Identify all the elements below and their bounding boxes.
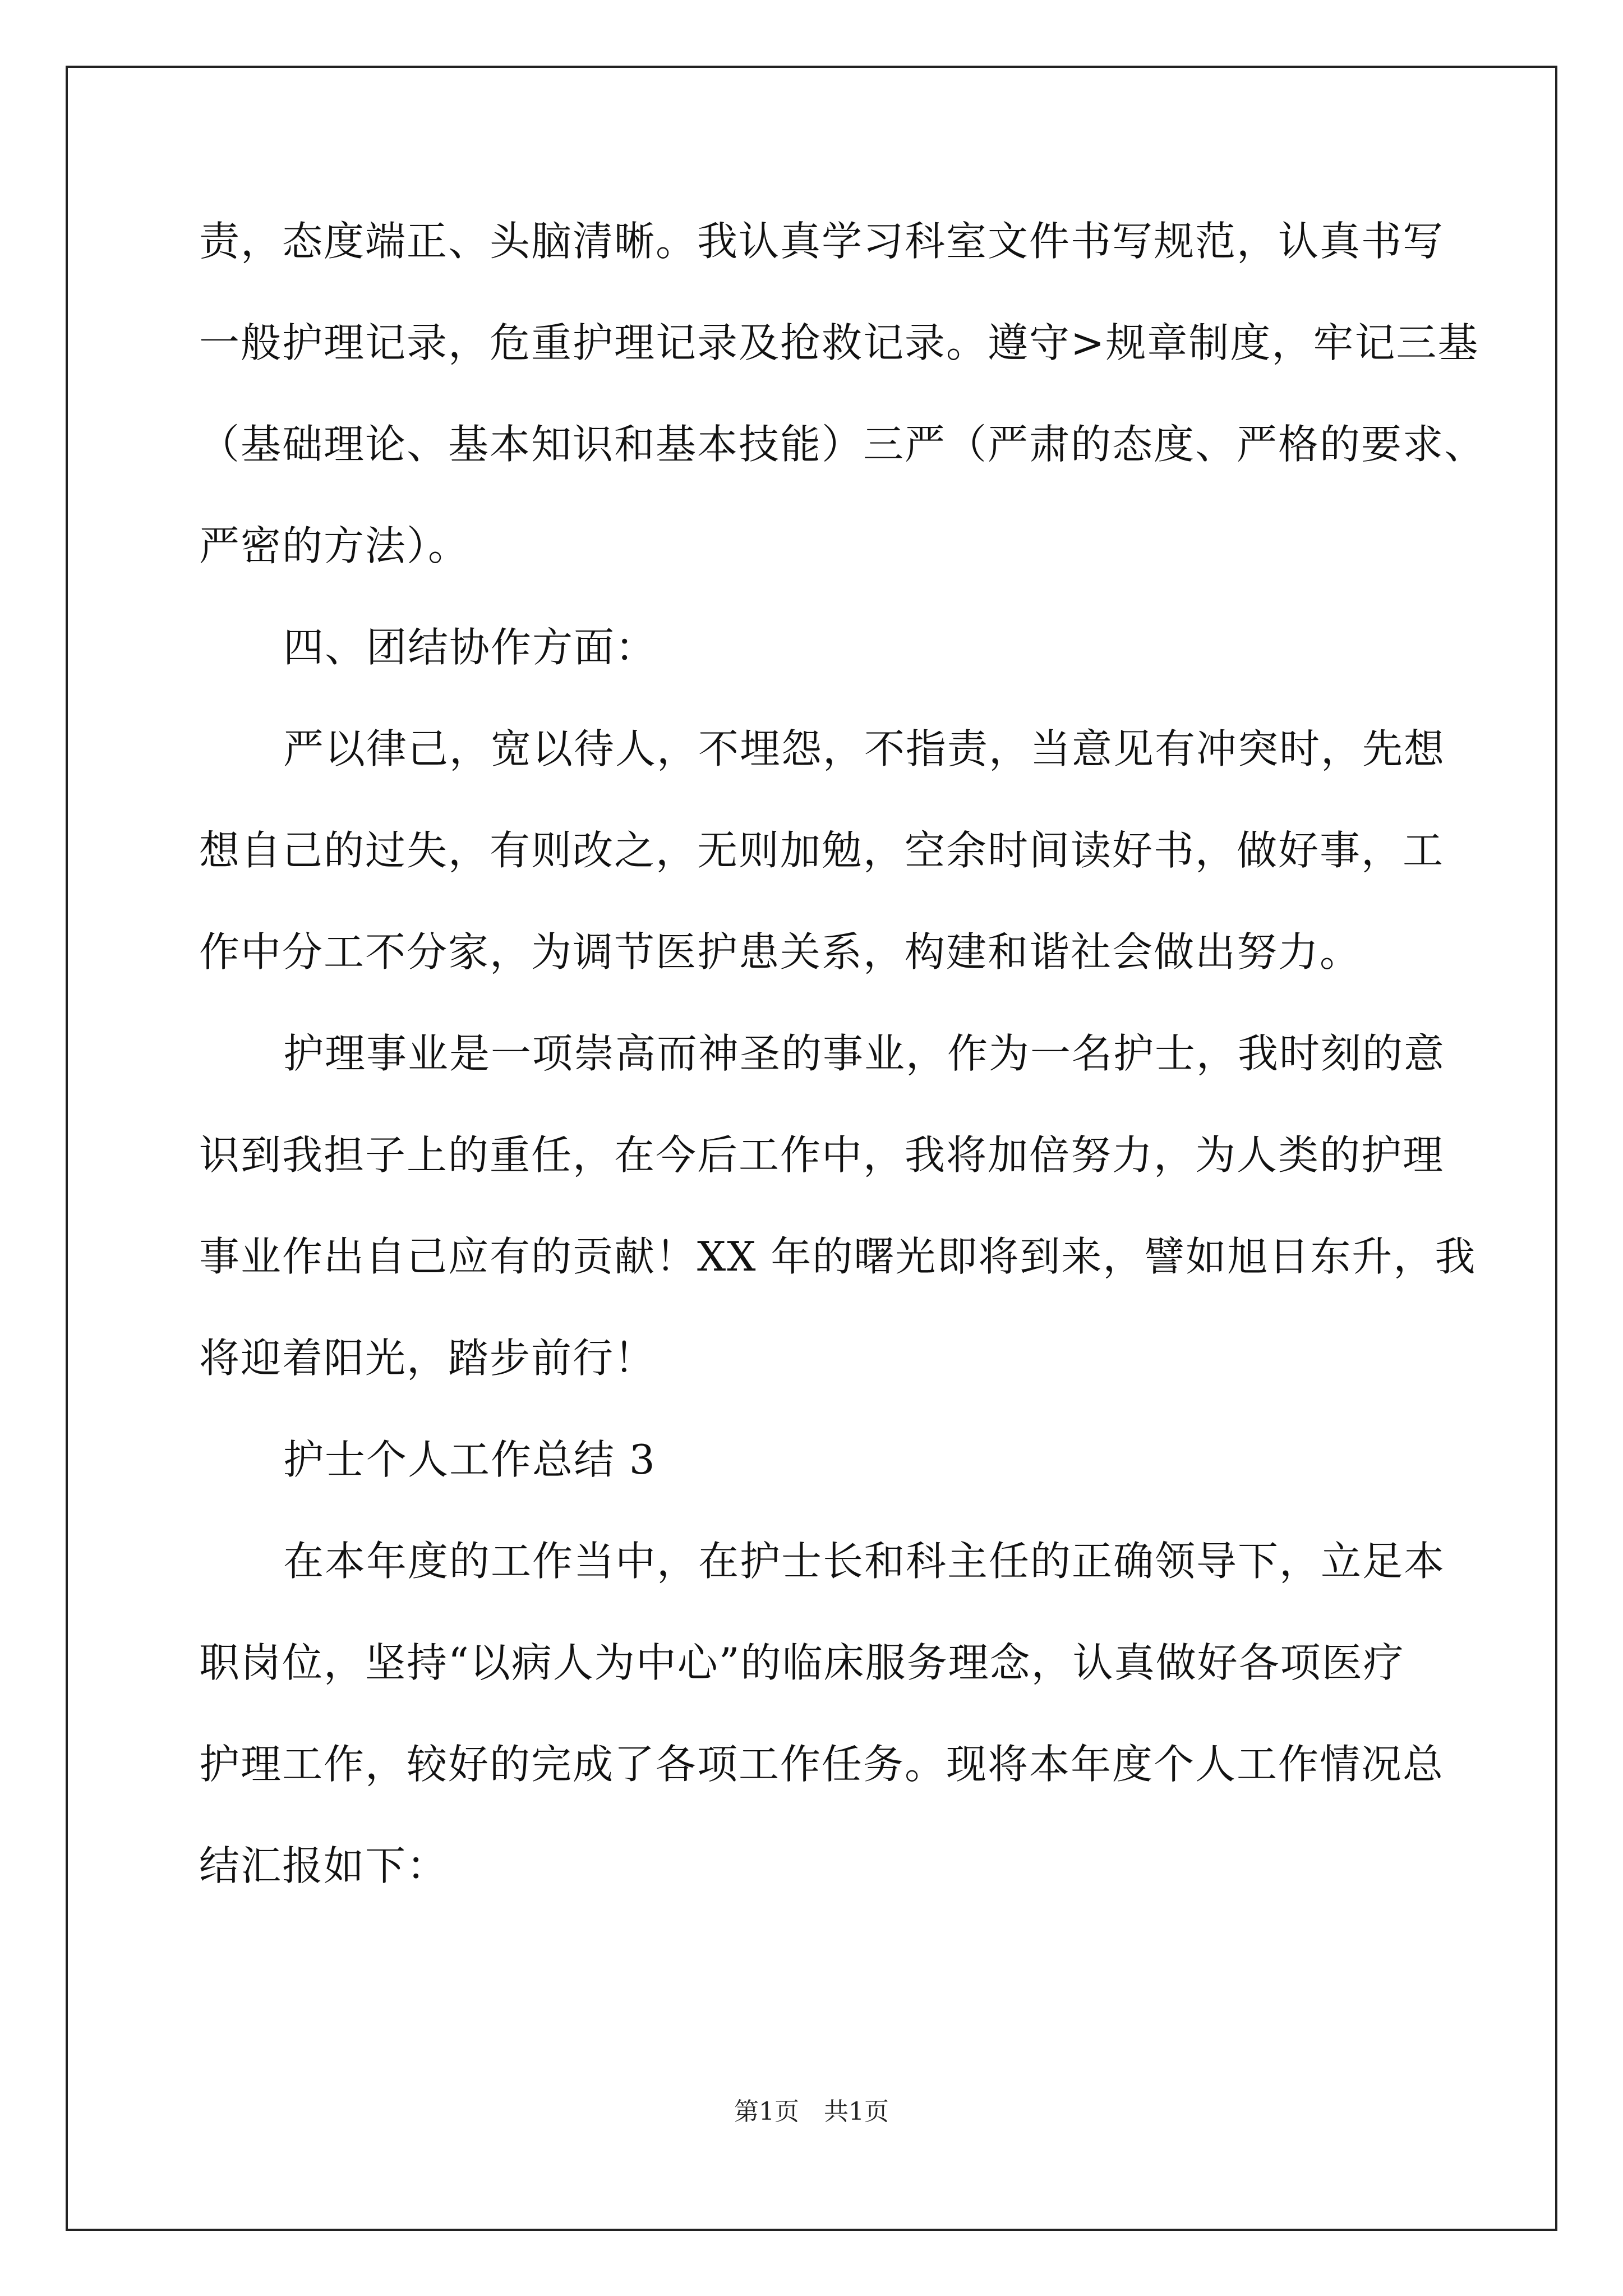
section-heading: 四、团结协作方面： bbox=[283, 624, 657, 671]
text-line: 想自己的过失，有则改之，无则加勉，空余时间读好书，做好事，工 bbox=[199, 827, 1445, 874]
text-line: （基础理论、基本知识和基本技能）三严（严肃的态度、严格的要求、 bbox=[199, 421, 1486, 468]
text-line: 严密的方法）。 bbox=[199, 522, 470, 569]
text-line: 一般护理记录，危重护理记录及抢救记录。遵守>规章制度，牢记三基 bbox=[199, 319, 1479, 366]
text-line: 在本年度的工作当中，在护士长和科主任的正确领导下，立足本 bbox=[283, 1538, 1446, 1585]
text-line: 事业作出自己应有的贡献！XX 年的曙光即将到来，譬如旭日东升，我 bbox=[199, 1233, 1477, 1280]
page-number-footer: 第1页 共1页 bbox=[734, 2097, 889, 2126]
text-line: 作中分工不分家，为调节医护患关系，构建和谐社会做出努力。 bbox=[199, 928, 1362, 976]
text-line: 护理工作，较好的完成了各项工作任务。现将本年度个人工作情况总 bbox=[199, 1741, 1445, 1788]
text-line: 结汇报如下： bbox=[199, 1842, 449, 1889]
text-line: 责，态度端正、头脑清晰。我认真学习科室文件书写规范，认真书写 bbox=[199, 218, 1445, 265]
text-line: 识到我担子上的重任，在今后工作中，我将加倍努力，为人类的护理 bbox=[199, 1131, 1445, 1179]
text-line: 护理事业是一项崇高而神圣的事业，作为一名护士，我时刻的意 bbox=[283, 1030, 1446, 1077]
section-title: 护士个人工作总结 3 bbox=[283, 1436, 656, 1483]
text-line: 将迎着阳光，踏步前行！ bbox=[199, 1335, 656, 1382]
text-line: 职岗位，坚持“以病人为中心”的临床服务理念，认真做好各项医疗 bbox=[199, 1639, 1405, 1686]
text-line: 严以律己，宽以待人，不埋怨，不指责，当意见有冲突时，先想 bbox=[283, 725, 1446, 772]
